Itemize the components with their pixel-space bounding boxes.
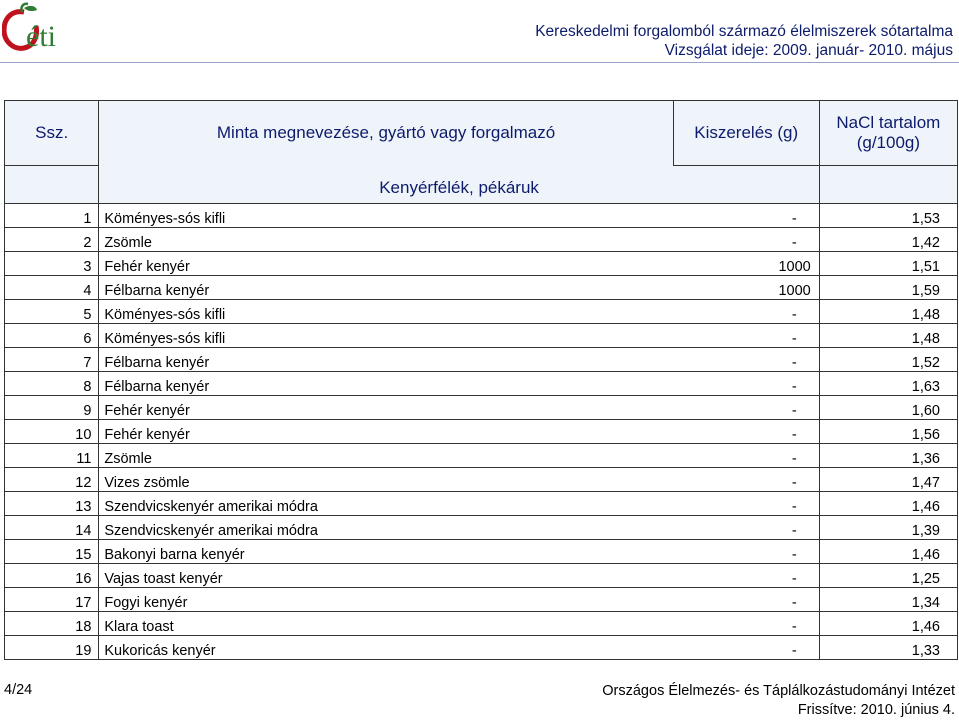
table-row [5, 516, 958, 540]
row-package-size: - [673, 516, 819, 540]
row-number: 7 [5, 348, 99, 372]
table-row [5, 564, 958, 588]
row-number: 12 [5, 468, 99, 492]
footer-info [602, 682, 955, 720]
row-number: 18 [5, 612, 99, 636]
row-sample-name: Félbarna kenyér [99, 348, 673, 372]
row-number: 1 [5, 204, 99, 228]
row-package-size: - [673, 636, 819, 660]
update-date: Frissítve: 2010. június 4. [797, 702, 955, 718]
table-row [5, 492, 958, 516]
table-row [5, 252, 958, 276]
row-nacl-value: 1,46 [819, 492, 957, 516]
row-sample-name: Fogyi kenyér [99, 588, 673, 612]
header-divider [0, 62, 959, 63]
row-sample-name: Szendvicskenyér amerikai módra [99, 516, 673, 540]
row-package-size: - [673, 564, 819, 588]
row-package-size: - [673, 348, 819, 372]
row-sample-name: Fehér kenyér [99, 252, 673, 276]
row-package-size: - [673, 204, 819, 228]
row-package-size: - [673, 540, 819, 564]
row-sample-name: Bakonyi barna kenyér [99, 540, 673, 564]
table-row [5, 324, 958, 348]
row-package-size: - [673, 372, 819, 396]
row-nacl-value: 1,60 [819, 396, 957, 420]
row-number: 3 [5, 252, 99, 276]
row-nacl-value: 1,63 [819, 372, 957, 396]
row-sample-name: Klara toast [99, 612, 673, 636]
institute-name: Országos Élelmezés- és Táplálkozástudományi Intézet [602, 683, 955, 699]
row-nacl-value: 1,42 [819, 228, 957, 252]
col-header-nacl: NaCl tartalom (g/100g) [819, 101, 957, 166]
col-header-name: Minta megnevezése, gyártó vagy forgalmazó [99, 101, 673, 166]
row-nacl-value: 1,46 [819, 540, 957, 564]
row-package-size: - [673, 300, 819, 324]
row-number: 13 [5, 492, 99, 516]
row-nacl-value: 1,56 [819, 420, 957, 444]
study-period: Vizsgálat ideje: 2009. január- 2010. május [664, 42, 953, 59]
table-row [5, 300, 958, 324]
row-package-size: - [673, 420, 819, 444]
row-package-size: - [673, 492, 819, 516]
row-sample-name: Zsömle [99, 444, 673, 468]
row-package-size: - [673, 444, 819, 468]
row-package-size: - [673, 396, 819, 420]
row-package-size: 1000 [673, 276, 819, 300]
row-number: 14 [5, 516, 99, 540]
row-nacl-value: 1,36 [819, 444, 957, 468]
row-number: 4 [5, 276, 99, 300]
row-number: 2 [5, 228, 99, 252]
row-number: 15 [5, 540, 99, 564]
table-row [5, 204, 958, 228]
row-package-size: 1000 [673, 252, 819, 276]
row-number: 9 [5, 396, 99, 420]
table-row [5, 228, 958, 252]
row-nacl-value: 1,48 [819, 300, 957, 324]
table-row [5, 588, 958, 612]
table-row [5, 276, 958, 300]
row-number: 11 [5, 444, 99, 468]
logo-text: éti [26, 20, 56, 53]
row-nacl-value: 1,47 [819, 468, 957, 492]
row-number: 19 [5, 636, 99, 660]
table-row [5, 612, 958, 636]
table-header-row [5, 101, 958, 166]
row-sample-name: Köményes-sós kifli [99, 300, 673, 324]
table-row [5, 636, 958, 660]
table-row [5, 468, 958, 492]
row-number: 10 [5, 420, 99, 444]
row-nacl-value: 1,52 [819, 348, 957, 372]
row-nacl-value: 1,59 [819, 276, 957, 300]
row-sample-name: Fehér kenyér [99, 396, 673, 420]
row-sample-name: Kukoricás kenyér [99, 636, 673, 660]
table-row [5, 540, 958, 564]
table-row [5, 420, 958, 444]
row-package-size: - [673, 588, 819, 612]
row-number: 16 [5, 564, 99, 588]
oeti-logo [2, 2, 68, 54]
row-nacl-value: 1,51 [819, 252, 957, 276]
row-package-size: - [673, 612, 819, 636]
row-sample-name: Szendvicskenyér amerikai módra [99, 492, 673, 516]
row-number: 5 [5, 300, 99, 324]
col-header-package: Kiszerelés (g) [673, 101, 819, 166]
col-header-number: Ssz. [5, 101, 99, 166]
row-sample-name: Fehér kenyér [99, 420, 673, 444]
row-package-size: - [673, 324, 819, 348]
page-number: 4/24 [4, 682, 33, 698]
row-package-size: - [673, 468, 819, 492]
row-nacl-value: 1,33 [819, 636, 957, 660]
row-nacl-value: 1,48 [819, 324, 957, 348]
row-sample-name: Vajas toast kenyér [99, 564, 673, 588]
row-number: 17 [5, 588, 99, 612]
table-row [5, 372, 958, 396]
row-sample-name: Köményes-sós kifli [99, 324, 673, 348]
row-number: 6 [5, 324, 99, 348]
row-sample-name: Vizes zsömle [99, 468, 673, 492]
document-title: Kereskedelmi forgalomból származó élelmiszerek sótartalma [535, 23, 953, 40]
row-sample-name: Félbarna kenyér [99, 372, 673, 396]
row-nacl-value: 1,25 [819, 564, 957, 588]
document-header [535, 22, 953, 60]
row-nacl-value: 1,39 [819, 516, 957, 540]
table-row [5, 348, 958, 372]
row-nacl-value: 1,53 [819, 204, 957, 228]
row-nacl-value: 1,34 [819, 588, 957, 612]
category-row [5, 166, 958, 204]
row-sample-name: Félbarna kenyér [99, 276, 673, 300]
row-number: 8 [5, 372, 99, 396]
row-sample-name: Zsömle [99, 228, 673, 252]
category-label: Kenyérfélék, pékáruk [99, 166, 819, 204]
salt-content-table [4, 100, 958, 660]
row-sample-name: Köményes-sós kifli [99, 204, 673, 228]
row-package-size: - [673, 228, 819, 252]
table-row [5, 396, 958, 420]
table-row [5, 444, 958, 468]
row-nacl-value: 1,46 [819, 612, 957, 636]
